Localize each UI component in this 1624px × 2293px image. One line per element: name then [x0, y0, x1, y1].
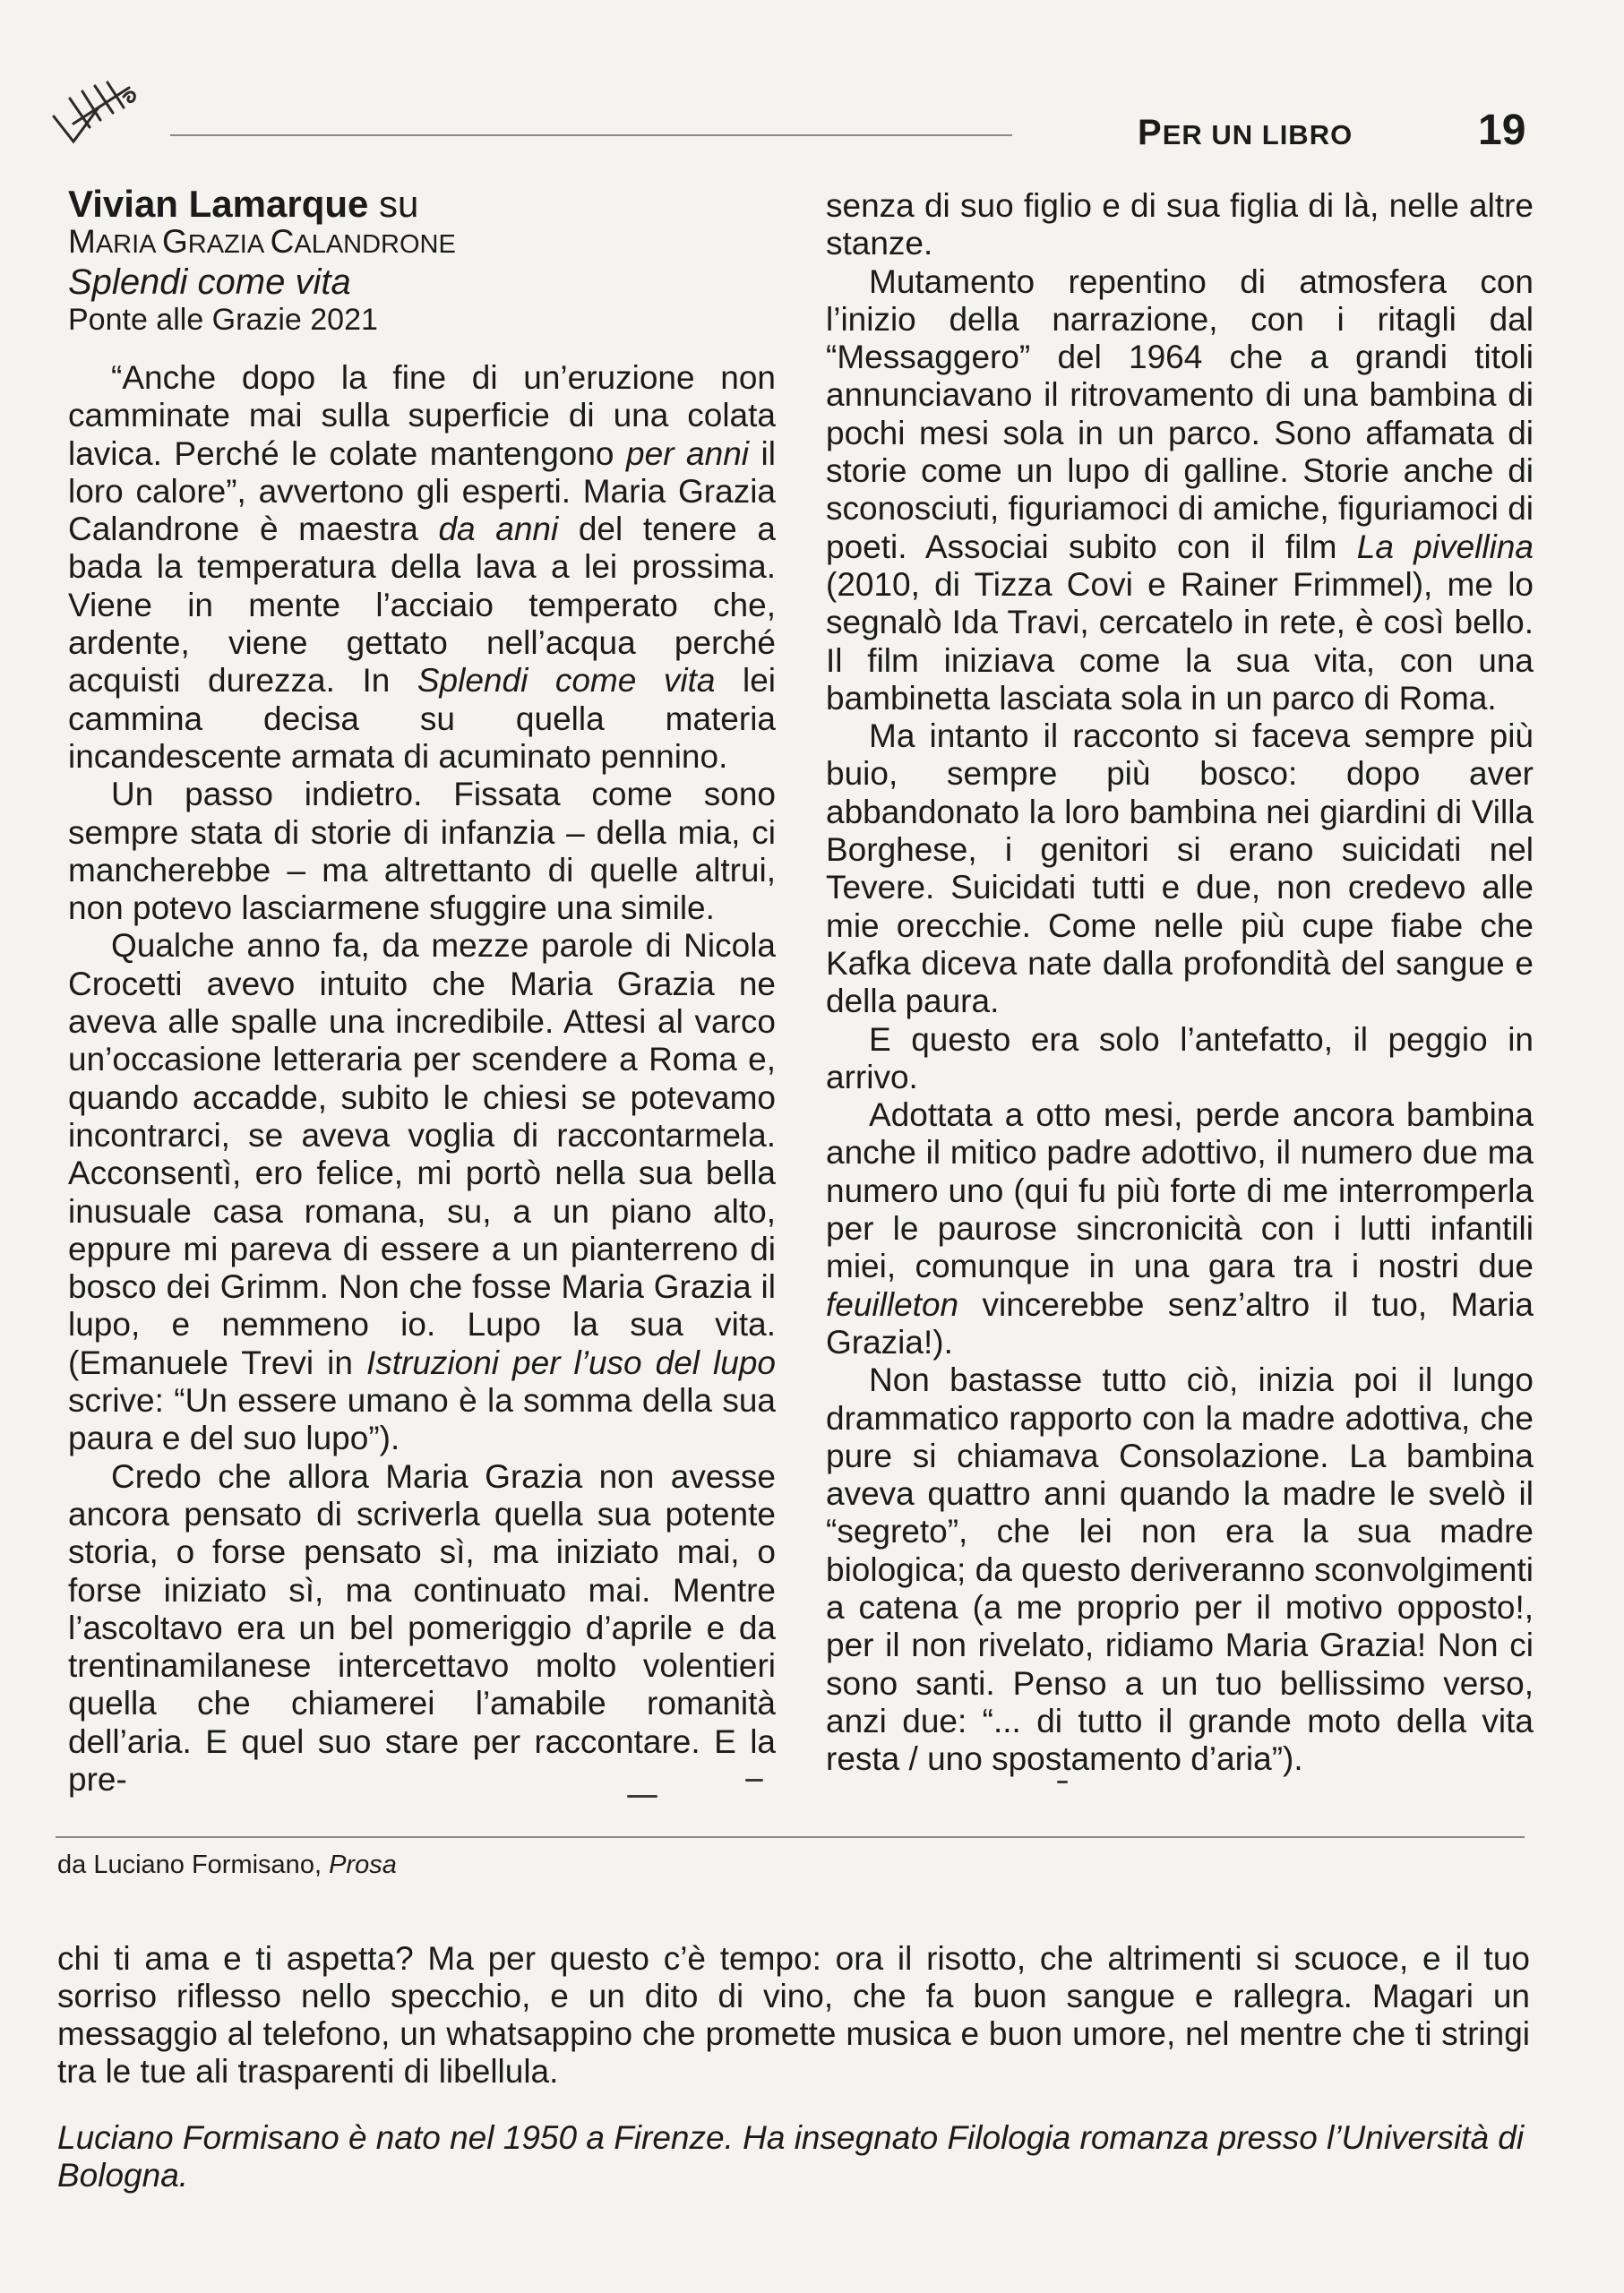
review-heading [68, 185, 776, 338]
right-column [826, 187, 1534, 1778]
right-paragraph-3: E questo era solo l’antefatto, il peggio in arrivo. [826, 1020, 1534, 1095]
reviewer-name: Vivian Lamarque [68, 183, 369, 225]
page-number: 19 [1478, 107, 1526, 154]
running-head: PER UN LIBRO [1138, 113, 1353, 152]
journal-logo-icon [47, 72, 172, 152]
scan-speck [745, 1779, 763, 1782]
left-paragraph-4: Credo che allora Maria Grazia non avesse ancora pensato di scriverla quella sua potente storia, o forse pensato sì, ma iniziato mai, o forse iniziato sì, ma continuato mai. Mentre l’ascoltavo era un bel pomeriggio d’aprile e da trentinamilanese intercettavo molto volentieri quella che chiamerei l’amabile romanità dell’aria. E quel suo stare per raccontare. E la pre- [68, 1457, 776, 1798]
left-paragraph-1: “Anche dopo la fine di un’eruzione non camminate mai sulla superficie di una colata lavica. Perché le colate mantengono per anni il loro calore”, avvertono gli esperti. Maria Grazia Calandrone è maestra da anni del tenere a bada la temperatura della lava a lei prossima. Viene in mente l’acciaio temperato che, ardente, viene gettato nell’acqua perché acquisti durezza. In Splendi come vita lei cammina decisa su quella materia incandescente armata di acuminato pennino. [68, 359, 776, 775]
excerpt-text: chi ti ama e ti aspetta? Ma per questo c’è tempo: ora il risotto, che altrimenti si scuoce, e il tuo sorriso riflesso nello specchio, e un dito di vino, che fa buon sangue e rallegra. Magari un messaggio al telefono, un whatsappino che promette musica e buon umore, nel mentre che ti stringi tra le tue ali trasparenti di libellula. [57, 1940, 1530, 2090]
left-paragraph-3: Qualche anno fa, da mezze parole di Nicola Crocetti avevo intuito che Maria Grazia ne aveva alle spalle una incredibile. Attesi al varco un’occasione letteraria per scendere a Roma e, quando accadde, subito le chiesi se potevamo incontrarci, se aveva voglia di raccontarmela. Acconsentì, ero felice, mi portò nella sua bella inusuale casa romana, su, a un piano alto, eppure mi pareva di essere a un pianterreno di bosco dei Grimm. Non che fosse Maria Grazia il lupo, e nemmeno io. Lupo la sua vita. (Emanuele Trevi in Istruzioni per l’uso del lupo scrive: “Un essere umano è la somma della sua paura e del suo lupo”). [68, 927, 776, 1457]
reviewer-line: Vivian Lamarque su [68, 183, 419, 225]
right-paragraph-2: Ma intanto il racconto si faceva sempre più buio, sempre più bosco: dopo aver abbandonato la loro bambina nei giardini di Villa Borghese, i genitori si erano suicidati nel Tevere. Suicidati tutti e due, non credevo alle mie orecchie. Come nelle più cupe fiabe che Kafka diceva nate dalla profondità del sangue e della paura. [826, 717, 1534, 1020]
right-paragraph-1: Mutamento repentino di atmosfera con l’inizio della narrazione, con i ritagli dal “Messaggero” del 1964 che a grandi titoli annunciavano il ritrovamento di una bambina di pochi mesi sola in un parco. Sono affamata di storie come un lupo di galline. Storie anche di sconosciuti, figuriamoci di amiche, figuriamoci di poeti. Associai subito con il film La pivellina (2010, di Tizza Covi e Rainer Frimmel), me lo segnalò Ida Travi, cercatelo in rete, è così bello. Il film iniziava come la sua vita, con una bambinetta lasciata sola in un parco di Roma. [826, 262, 1534, 717]
left-column [68, 185, 776, 1799]
book-author: MARIA GRAZIA CALANDRONE [68, 223, 456, 260]
left-paragraph-2: Un passo indietro. Fissata come sono sempre stata di storie di infanzia – della mia, ci mancherebbe – ma altrettanto di quelle altrui, non potevo lasciarmene sfuggire una simile. [68, 776, 776, 927]
book-title: Splendi come vita [68, 262, 351, 302]
right-paragraph-4: Adottata a otto mesi, perde ancora bambina anche il mitico padre adottivo, il numero due ma numero uno (qui fu più forte di me interromperla per le paurose sincronicità con i lutti infantili miei, comunque in una gara tra i nostri due feuilleton vincerebbe senz’altro il tuo, Maria Grazia!). [826, 1096, 1534, 1361]
scan-speck [1057, 1781, 1068, 1783]
author-bio: Luciano Formisano è nato nel 1950 a Firenze. Ha insegnato Filologia romanza presso l’Università di Bologna. [57, 2119, 1525, 2194]
right-paragraph-5: Non bastasse tutto ciò, inizia poi il lungo drammatico rapporto con la madre adottiva, che pure si chiamava Consolazione. La bambina aveva quattro anni quando la madre le svelò il “segreto”, che lei non era la sua madre biologica; da questo deriveranno sconvolgimenti a catena (a me proprio per il motivo opposto!, per il non rivelato, ridiamo Maria Grazia! Non ci sono santi. Penso a un tuo bellissimo verso, anzi due: “... di tutto il grande moto della vita resta / uno spostamento d’aria”). [826, 1361, 1534, 1778]
section-divider [56, 1836, 1525, 1838]
book-publisher: Ponte alle Grazie 2021 [68, 303, 378, 337]
excerpt-source: da Luciano Formisano, Prosa [57, 1851, 397, 1879]
header-rule [170, 134, 1012, 136]
right-paragraph-continued: senza di suo figlio e di sua figlia di là, nelle altre stanze. [826, 187, 1534, 262]
scan-speck [627, 1795, 657, 1798]
